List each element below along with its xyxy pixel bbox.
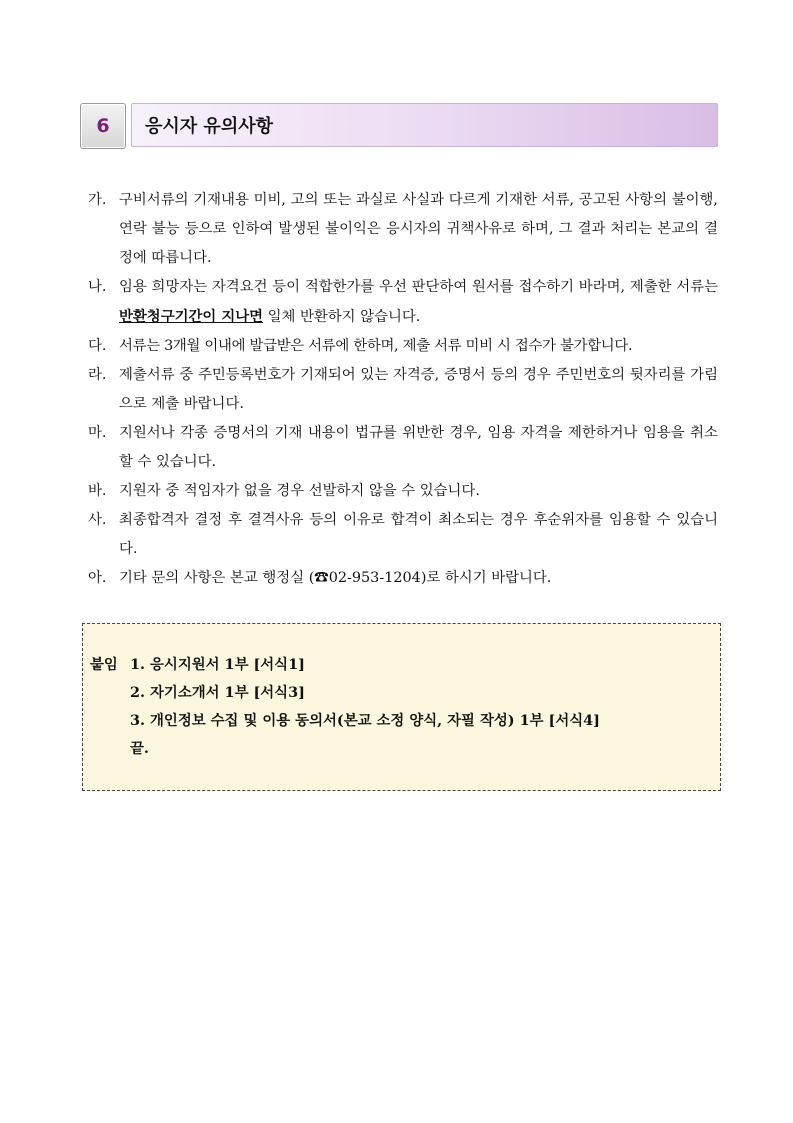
notice-item [88, 361, 718, 419]
item-text: 기타 문의 사항은 본교 행정실 (☎02-953-1204)로 하시기 바랍니다. [119, 570, 552, 586]
attachment-item: 2. 자기소개서 1부 [서식3] [130, 684, 305, 701]
attachment-line [90, 707, 710, 735]
item-text: 구비서류의 기재내용 미비, 고의 또는 과실로 사실과 다르게 기재한 서류, 공고된 사항의 불이행, 연락 불능 등으로 인하여 발생된 불이익은 응시자의 귀책사유로 하며, 그 결과 처리는 본교의 결정에 따릅니다. [119, 192, 718, 266]
item-text: 서류는 3개월 이내에 발급받은 서류에 한하며, 제출 서류 미비 시 접수가 불가합니다. [119, 338, 633, 354]
section-number: 6 [80, 103, 126, 149]
attachments-box [82, 623, 721, 791]
item-label: 마. [88, 425, 107, 441]
attachment-item: 3. 개인정보 수집 및 이용 동의서(본교 소정 양식, 자필 작성) 1부 [서식4] [130, 712, 600, 729]
item-text: 최종합격자 결정 후 결격사유 등의 이유로 합격이 최소되는 경우 후순위자를 임용할 수 있습니다. [119, 512, 718, 557]
item-label: 바. [88, 483, 107, 499]
section-title: 응시자 유의사항 [145, 116, 273, 137]
item-label: 다. [88, 338, 107, 354]
attachment-end-mark: 끝. [130, 740, 149, 757]
item-text-before: 임용 희망자는 자격요건 등이 적합한가를 우선 판단하여 원서를 접수하기 바라며, 제출한 서류는 [119, 279, 718, 295]
item-text: 지원서나 각종 증명서의 기재 내용이 법규를 위반한 경우, 임용 자격을 제한하거나 임용을 취소할 수 있습니다. [119, 425, 718, 470]
attachments-heading: 붙임 [90, 656, 118, 673]
item-label: 가. [88, 192, 107, 208]
item-text: 지원자 중 적임자가 없을 경우 선발하지 않을 수 있습니다. [119, 483, 480, 499]
notice-item [88, 332, 718, 361]
item-text [119, 273, 718, 332]
item-label: 사. [88, 512, 107, 528]
notice-item [88, 564, 718, 593]
notice-list [88, 186, 718, 593]
notice-item [88, 273, 718, 332]
item-text-after: 일체 반환하지 않습니다. [263, 309, 421, 325]
attachment-line [90, 651, 710, 679]
attachment-line [90, 679, 710, 707]
section-title-bar [131, 103, 718, 147]
item-label: 나. [88, 279, 107, 295]
item-label: 아. [88, 570, 107, 586]
notice-item [88, 419, 718, 477]
notice-item [88, 506, 718, 564]
attachment-line [90, 735, 710, 763]
notice-item [88, 186, 718, 273]
notice-item [88, 477, 718, 506]
attachment-item: 1. 응시지원서 1부 [서식1] [130, 656, 305, 673]
item-text-emphasis: 반환청구기간이 지나면 [119, 308, 264, 325]
item-text: 제출서류 중 주민등록번호가 기재되어 있는 자격증, 증명서 등의 경우 주민번호의 뒷자리를 가림으로 제출 바랍니다. [119, 367, 718, 412]
item-label: 라. [88, 367, 107, 383]
section-header [80, 103, 720, 149]
